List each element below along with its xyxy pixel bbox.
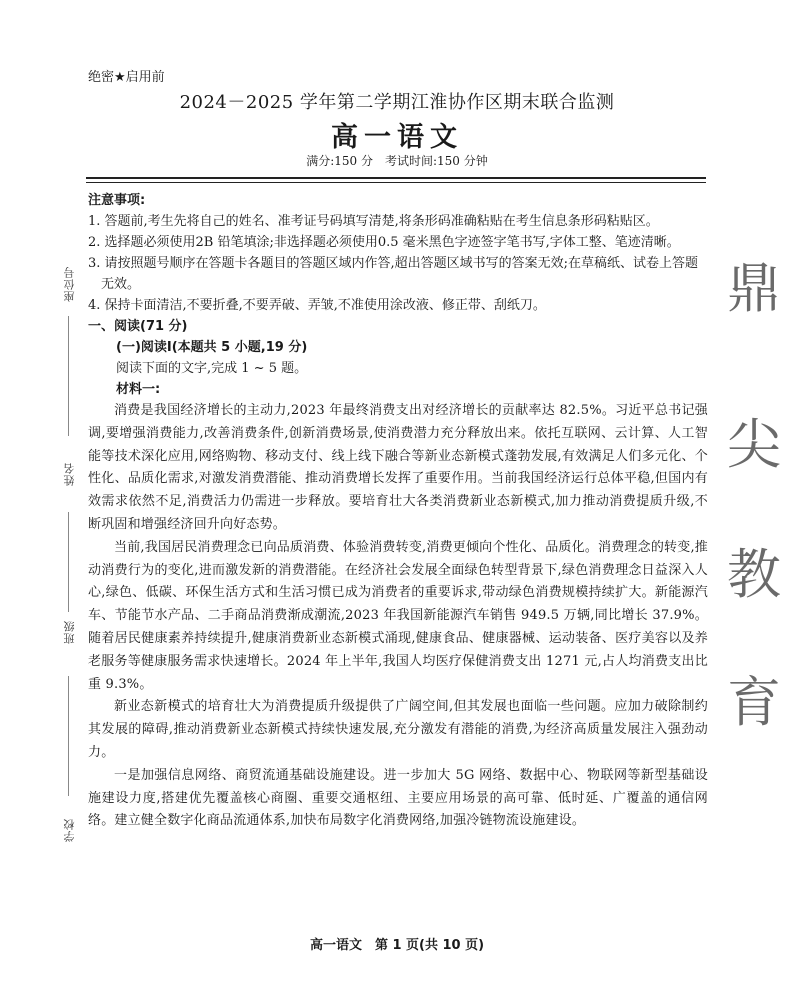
exam-meta: 满分:150 分 考试时间:150 分钟 bbox=[306, 154, 488, 168]
margin-line bbox=[68, 316, 69, 436]
subsection-title: (一)阅读Ⅰ(本题共 5 小题,19 分) bbox=[116, 340, 308, 355]
secret-mark: 绝密★启用前 bbox=[88, 70, 165, 85]
paragraph: 当前,我国居民消费理念已向品质消费、体验消费转变,消费更倾向个性化、品质化。消费理念的转变,推动消费行为的变化,进而激发新的消费潜能。在经济社会发展全面绿色转型背景下,绿色消费理念日益深入人心,绿色、低碳、环保生活方式和生活习惯已成为消费者的重要诉求,带动绿色消费规模持续扩大。新能源汽车、节能节水产品、二手商品消费渐成潮流,2023 年我国新能源汽车销售 949.5 万辆,同比增长 37.9%。随着居民健康素养持续提升,健康消费新业态新模式涌现,健康食品、健康器械、运动装备、医疗美容以及养老服务等健康服务需求快速增长。2024 年上半年,我国人均医疗保健消费支出 1271 元,占人均消费支出比重 9.3%。 bbox=[88, 539, 708, 692]
page-content bbox=[88, 190, 708, 833]
margin-line bbox=[68, 676, 69, 796]
header-rule-thin bbox=[86, 182, 706, 183]
seat-number-label: 座位号 bbox=[63, 266, 76, 302]
material-label: 材料一: bbox=[116, 382, 161, 397]
notice-title: 注意事项: bbox=[88, 193, 146, 208]
watermark-char: 鼎 bbox=[727, 257, 781, 320]
margin-line bbox=[68, 512, 69, 612]
paragraph: 新业态新模式的培育壮大为消费提质升级提供了广阔空间,但其发展也面临一些问题。应加力破除制约其发展的障碍,推动消费新业态新模式持续快速发展,充分激发有潜能的消费,为经济高质量发展注入强劲动力。 bbox=[88, 699, 708, 760]
exam-title: 2024－2025 学年第二学期江淮协作区期末联合监测 bbox=[179, 92, 615, 113]
notice-item: 2. 选择题必须使用2B 铅笔填涂;非选择题必须使用0.5 毫米黑色字迹签字笔书写,字体工整、笔迹清晰。 bbox=[88, 235, 680, 250]
subject-title: 高一语文 bbox=[331, 122, 463, 153]
notice-item: 1. 答题前,考生先将自己的姓名、准考证号码填写清楚,将条形码准确粘贴在考生信息条形码粘贴区。 bbox=[88, 214, 659, 229]
header-rule-thick bbox=[86, 177, 706, 179]
notice-item: 4. 保持卡面清洁,不要折叠,不要弄破、弄皱,不准使用涂改液、修正带、刮纸刀。 bbox=[88, 298, 546, 313]
watermark-char: 育 bbox=[727, 671, 781, 734]
watermark-char: 尖 bbox=[727, 413, 781, 476]
instruction: 阅读下面的文字,完成 1 ~ 5 题。 bbox=[116, 361, 308, 376]
section-title: 一、阅读(71 分) bbox=[88, 319, 188, 334]
school-label: 学校 bbox=[63, 818, 76, 842]
page-footer: 高一语文 第 1 页(共 10 页) bbox=[309, 938, 485, 953]
class-label: 班级 bbox=[63, 620, 76, 644]
name-label: 姓名 bbox=[63, 462, 76, 486]
paragraph: 消费是我国经济增长的主动力,2023 年最终消费支出对经济增长的贡献率达 82.5%。习近平总书记强调,要增强消费能力,改善消费条件,创新消费场景,使消费潜力充分释放出来。依托互联网、云计算、人工智能等技术深化应用,网络购物、移动支付、线上线下融合等新业态新模式蓬勃发展,有效满足人们多元化、个性化、品质化需求,对激发消费潜能、推动消费增长发挥了重要作用。当前我国经济运行总体平稳,但国内有效需求依然不足,消费活力仍需进一步释放。要培育壮大各类消费新业态新模式,加力推动消费提质升级,不断巩固和增强经济回升向好态势。 bbox=[88, 403, 708, 532]
notice-item: 3. 请按照题号顺序在答题卡各题目的答题区域内作答,超出答题区域书写的答案无效;在草稿纸、试卷上答题无效。 bbox=[88, 256, 699, 292]
paragraph: 一是加强信息网络、商贸流通基础设施建设。进一步加大 5G 网络、数据中心、物联网等新型基础设施建设力度,搭建优先覆盖核心商圈、重要交通枢纽、主要应用场景的高可靠、低时延、广覆盖的通信网络。建立健全数字化商品流通体系,加快布局数字化消费网络,加强冷链物流设施建设。 bbox=[88, 767, 708, 829]
watermark-char: 教 bbox=[727, 543, 781, 606]
